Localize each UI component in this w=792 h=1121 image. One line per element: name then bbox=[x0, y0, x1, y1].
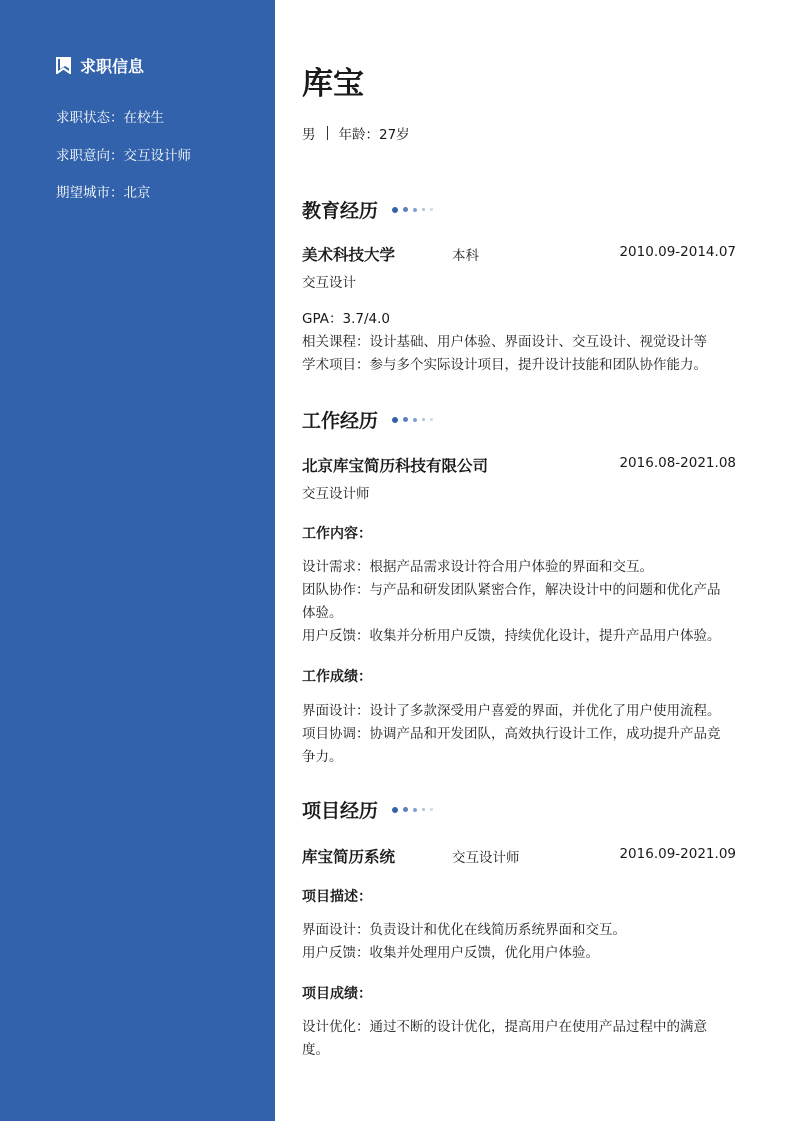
project-desc-title: 项目描述： bbox=[302, 889, 372, 905]
project-dates: 2016.09-2021.09 bbox=[619, 846, 736, 862]
result-line: 界面设计：设计了多款深受用户喜爱的界面，并优化了用户使用流程。 bbox=[302, 703, 721, 719]
project-results bbox=[302, 1016, 736, 1062]
major: 交互设计 bbox=[302, 275, 356, 291]
decorative-dots-icon bbox=[392, 417, 438, 423]
content-line: 体验。 bbox=[302, 605, 343, 621]
content-line: 团队协作：与产品和研发团队紧密合作，解决设计中的问题和优化产品 bbox=[302, 582, 721, 598]
candidate-name: 库宝 bbox=[302, 66, 364, 102]
bookmark-icon bbox=[56, 57, 71, 74]
result-line: 度。 bbox=[302, 1042, 329, 1058]
work-role: 交互设计师 bbox=[302, 486, 370, 502]
gpa: GPA：3.7/4.0 bbox=[302, 311, 390, 327]
work-results bbox=[302, 700, 736, 769]
work-content bbox=[302, 556, 736, 648]
expected-city: 期望城市：北京 bbox=[56, 185, 151, 201]
education-title-text: 教育经历 bbox=[302, 200, 379, 222]
work-title-text: 工作经历 bbox=[302, 410, 379, 432]
decorative-dots-icon bbox=[392, 807, 438, 813]
courses: 相关课程：设计基础、用户体验、界面设计、交互设计、视觉设计等 bbox=[302, 334, 707, 350]
project-section-title bbox=[302, 796, 438, 823]
divider bbox=[327, 126, 328, 140]
job-status: 求职状态：在校生 bbox=[56, 110, 164, 126]
desc-line: 界面设计：负责设计和优化在线简历系统界面和交互。 bbox=[302, 922, 626, 938]
school-name: 美术科技大学 bbox=[302, 246, 396, 264]
project-title-text: 项目经历 bbox=[302, 800, 379, 822]
project-name: 库宝简历系统 bbox=[302, 848, 396, 866]
result-line: 项目协调：协调产品和开发团队，高效执行设计工作，成功提升产品竞 bbox=[302, 726, 721, 742]
job-intention: 求职意向：交互设计师 bbox=[56, 148, 191, 164]
sidebar bbox=[0, 0, 275, 1121]
project-role: 交互设计师 bbox=[452, 850, 520, 866]
decorative-dots-icon bbox=[392, 207, 438, 213]
content-line: 设计需求：根据产品需求设计符合用户体验的界面和交互。 bbox=[302, 559, 653, 575]
work-dates: 2016.08-2021.08 bbox=[619, 455, 736, 471]
content-line: 用户反馈：收集并分析用户反馈，持续优化设计，提升产品用户体验。 bbox=[302, 628, 721, 644]
main-content bbox=[302, 0, 736, 1121]
project-description bbox=[302, 919, 736, 965]
degree: 本科 bbox=[452, 248, 479, 264]
age: 年龄：27岁 bbox=[338, 127, 410, 143]
company-name: 北京库宝简历科技有限公司 bbox=[302, 457, 489, 475]
education-section-title bbox=[302, 196, 438, 223]
sidebar-title: 求职信息 bbox=[80, 57, 145, 76]
academic-projects: 学术项目：参与多个实际设计项目，提升设计技能和团队协作能力。 bbox=[302, 357, 707, 373]
desc-line: 用户反馈：收集并处理用户反馈，优化用户体验。 bbox=[302, 945, 599, 961]
education-dates: 2010.09-2014.07 bbox=[619, 244, 736, 260]
work-section-title bbox=[302, 406, 438, 433]
result-line: 争力。 bbox=[302, 749, 343, 765]
result-line: 设计优化：通过不断的设计优化，提高用户在使用产品过程中的满意 bbox=[302, 1019, 707, 1035]
sidebar-header bbox=[56, 54, 144, 77]
education-details bbox=[302, 308, 736, 377]
work-content-title: 工作内容： bbox=[302, 526, 372, 542]
basic-info bbox=[302, 123, 410, 143]
work-result-title: 工作成绩： bbox=[302, 669, 372, 685]
project-result-title: 项目成绩： bbox=[302, 986, 372, 1002]
gender: 男 bbox=[302, 127, 316, 143]
